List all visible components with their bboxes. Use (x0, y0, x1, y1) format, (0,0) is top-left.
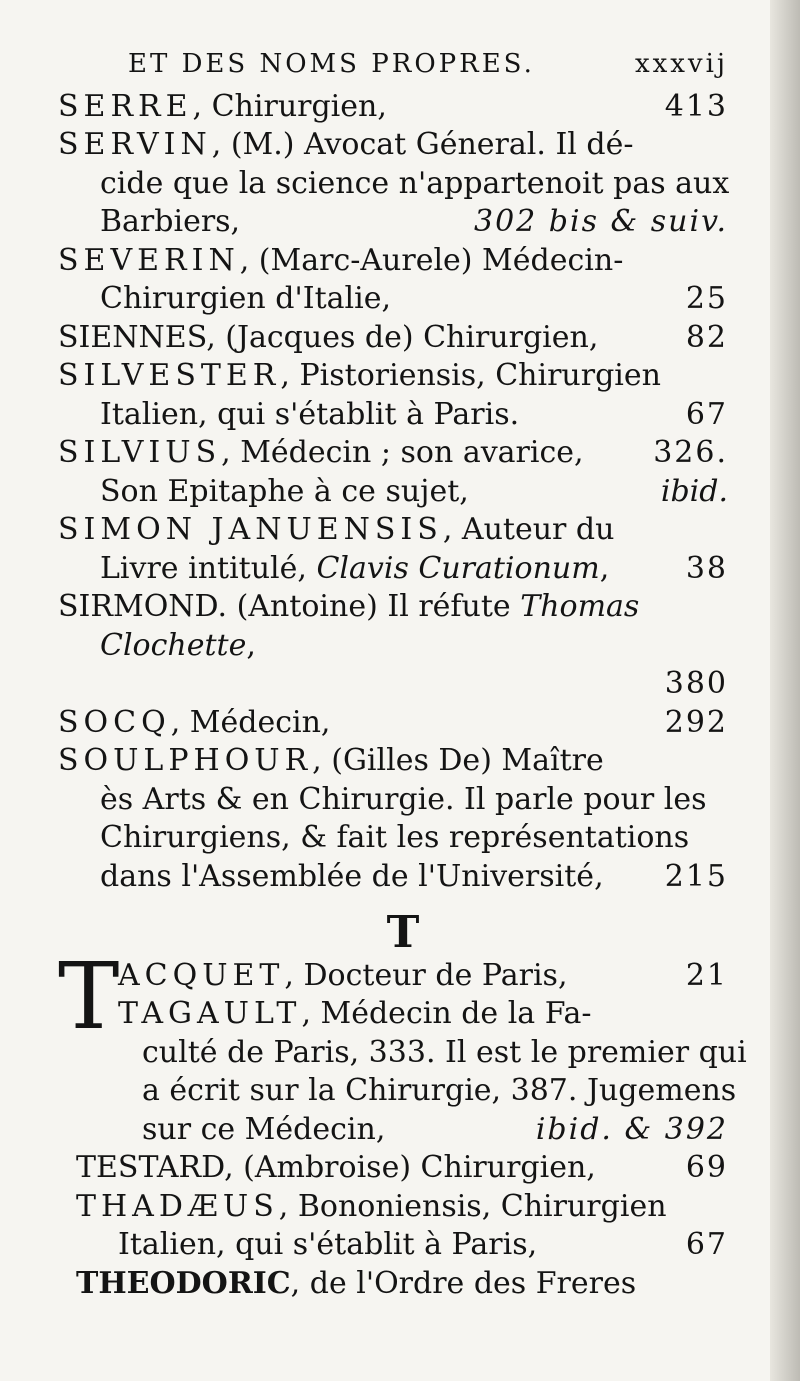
entry-text: , (246, 627, 256, 663)
entry-name: SIMON JANUENSIS (58, 512, 443, 547)
index-entry-thadaeus (76, 1188, 728, 1265)
entry-text: , Bononiensis, Chirurgien (278, 1188, 667, 1224)
entry-name: SIENNES (58, 319, 207, 355)
entry-page-ref: 292 (664, 704, 728, 740)
entry-text: , Médecin de la Fa- (301, 996, 592, 1031)
entry-text: sur ce Médecin, (142, 1111, 386, 1147)
entry-text: , (M.) Avocat Géneral. Il dé- (211, 127, 634, 162)
entry-text: Italien, qui s'établit à Paris, (118, 1227, 538, 1262)
index-entry-tagault (118, 995, 747, 1149)
entry-name: ACQUET (118, 957, 285, 993)
entry-continuation: ès Arts & en Chirurgie. Il parle pour les (100, 781, 707, 817)
index-entry-testard (76, 1149, 728, 1188)
entry-text: Son Epitaphe à ce sujet, (100, 473, 469, 509)
entry-page-ref: ibid. & 392 (535, 1111, 728, 1147)
entry-text: , Médecin ; son avarice, (221, 435, 584, 470)
entry-page-ref: 67 (685, 1227, 728, 1262)
entry-name: SILVIUS (58, 435, 222, 470)
entry-continuation: culté de Paris, 333. Il est le premier qui (142, 1034, 747, 1070)
entry-name: TESTARD (76, 1150, 225, 1185)
entry-text: , Médecin, (170, 704, 331, 740)
entry-page-ref: ibid. (660, 473, 728, 509)
section-t-entries (58, 942, 747, 1150)
entry-text: , Pistoriensis, Chirurgien (280, 358, 661, 393)
index-entry-tacquet (118, 957, 728, 996)
drop-cap-letter: T (58, 942, 120, 1050)
entry-text: Italien, qui s'établit à Paris. (100, 396, 520, 432)
book-title: Clavis Curationum (316, 550, 600, 586)
entry-page-ref: 302 bis & suiv. (473, 204, 728, 239)
index-entry-sirmond (58, 588, 728, 704)
entry-name: THEODORIC (76, 1265, 291, 1301)
entry-text: , Auteur du (442, 512, 615, 547)
index-entry-servin (58, 126, 728, 242)
entry-name: SOULPHOUR (58, 743, 313, 778)
index-entry-socq (58, 704, 728, 743)
index-entry-soulphour (58, 742, 728, 896)
entry-name: SERVIN (58, 127, 212, 162)
index-entry-simon-januensis (58, 511, 728, 588)
person-name: Thomas (520, 589, 640, 624)
entry-continuation: a écrit sur la Chirurgie, 387. Jugemens (142, 1073, 737, 1108)
entry-continuation: Chirurgiens, & fait les représentations (100, 820, 690, 855)
entry-name: SIRMOND (58, 589, 218, 624)
entry-text: , (599, 550, 610, 586)
entry-text: . (Antoine) Il réfute (217, 589, 521, 624)
page-edge-shadow (770, 0, 800, 1381)
index-entry-serre (58, 88, 728, 127)
entry-text: , (Jacques de) Chirurgien, (206, 319, 599, 355)
index-entry-silvester (58, 357, 728, 434)
entry-text: , (Marc-Aurele) Médecin- (239, 242, 624, 278)
entry-name: THADÆUS (76, 1188, 279, 1224)
entry-text: , (Gilles De) Maître (312, 743, 604, 778)
entry-page-ref: 413 (664, 88, 728, 124)
entry-text: Barbiers, (100, 204, 241, 239)
entry-page-ref: 380 (664, 666, 728, 701)
entry-page-ref: 326. (653, 435, 728, 470)
entry-name: SOCQ (58, 704, 171, 740)
entry-page-ref: 69 (685, 1150, 728, 1185)
entry-name: SEVERIN (58, 242, 240, 278)
person-name: Clochette (100, 627, 247, 663)
entry-text: , (Ambroise) Chirurgien, (224, 1150, 596, 1185)
entry-page-ref: 82 (685, 319, 728, 355)
entry-text: , de l'Ordre des Freres (290, 1265, 637, 1301)
running-title: ET DES NOMS PROPRES. (128, 49, 535, 79)
page-number: xxxvij (634, 49, 728, 79)
running-header (58, 45, 728, 84)
index-entry-theodoric (76, 1265, 728, 1304)
entry-page-ref: 38 (685, 550, 728, 586)
entry-continuation: cide que la science n'appartenoit pas aux (100, 165, 730, 201)
index-entry-siennes (58, 319, 728, 358)
entry-page-ref: 25 (685, 281, 728, 316)
index-entry-silvius (58, 434, 728, 511)
index-entry-severin (58, 242, 728, 319)
entry-name: SERRE (58, 88, 193, 124)
entry-page-ref: 215 (664, 858, 728, 894)
entry-name: SILVESTER (58, 358, 281, 393)
entry-text: Livre intitulé, (100, 550, 317, 586)
entry-text: Chirurgien d'Italie, (100, 281, 392, 316)
entry-text: , Chirurgien, (192, 88, 387, 124)
entry-name: TAGAULT (118, 996, 302, 1031)
entry-text: dans l'Assemblée de l'Université, (100, 858, 604, 894)
entry-page-ref: 67 (685, 396, 728, 432)
entry-text: , Docteur de Paris, (284, 957, 568, 993)
index-column (58, 45, 747, 1303)
entry-page-ref: 21 (685, 957, 728, 993)
section-heading-t: T (386, 907, 420, 958)
